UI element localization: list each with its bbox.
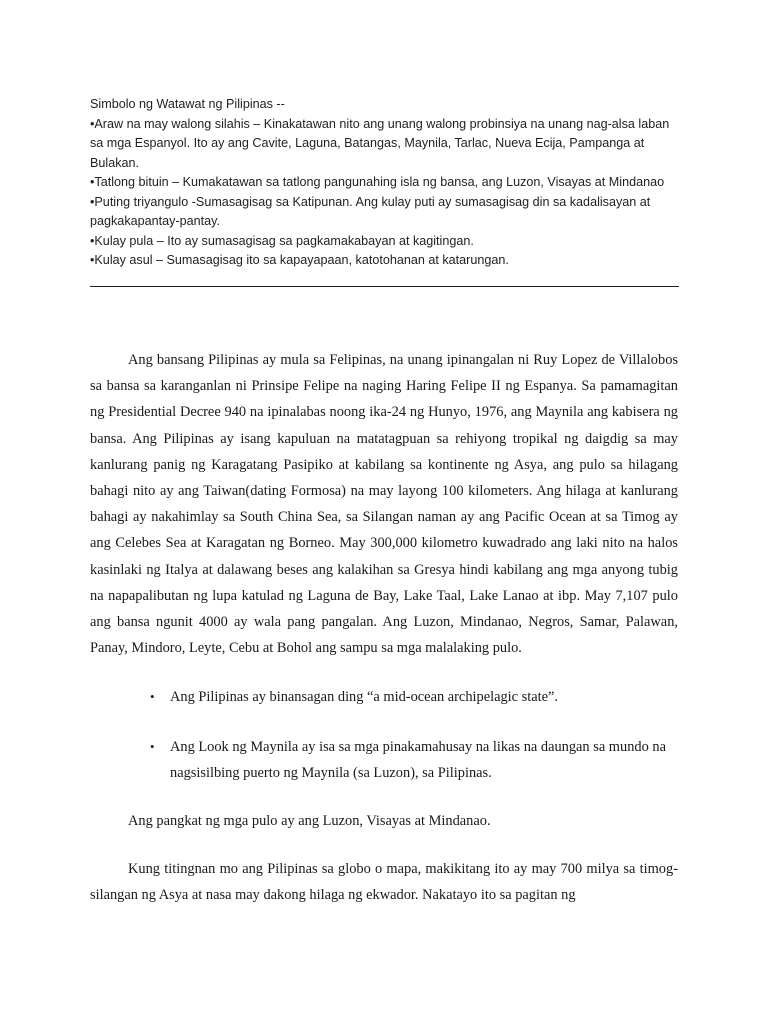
body-text xyxy=(90,347,678,909)
list-item xyxy=(90,684,678,710)
symbol-item-sun: •Araw na may walong silahis – Kinakatawan nito ang unang walong probinsiya na unang nag-alsa laban sa mga Espanyol. Ito ay ang Cavite, Laguna, Batangas, Maynila, Tarlac, Nueva Ecija, Pampanga at Bulakan. xyxy=(90,116,670,170)
symbol-item-triangle: •Puting triyangulo -Sumasagisag sa Katipunan. Ang kulay puti ay sumasagisag din sa kadalisayan at pagkakapantay-pantay. xyxy=(90,194,651,228)
list-item-text: Ang Pilipinas ay binansagan ding “a mid-ocean archipelagic state”. xyxy=(170,689,559,706)
flag-symbols-section xyxy=(90,95,680,271)
symbol-item-blue: •Kulay asul – Sumasagisag ito sa kapayapaan, katotohanan at katarungan. xyxy=(90,253,509,267)
bullet-marker: • xyxy=(150,738,155,754)
paragraph-origin: Ang bansang Pilipinas ay mula sa Felipinas, na unang ipinangalan ni Ruy Lopez de Villalobos sa bansa sa karanganlan ni Prinsipe Felipe na naging Haring Felipe II ng Espanya. Sa pamamagitan ng Presidential Decree 940 na ipinalabas noong ika-24 ng Hunyo, 1976, ang Maynila ang kabisera ng bansa. Ang Pilipinas ay isang kapuluan na matatagpuan sa rehiyong tropikal ng daigdig sa may kanlurang panig ng Karagatang Pasipiko at kabilang sa kontinente ng Asya, ang pulo sa hilagang bahagi nito ay ang Taiwan(dating Formosa) na may layong 100 kilometers. Ang hilaga at kanlurang bahagi ay nakahimlay sa South China Sea, sa Silangan naman ay ang Pacific Ocean at sa Timog ay ang Celebes Sea at Karagatan ng Borneo. May 300,000 kilometro kuwadrado ang laki nito na halos kasinlaki ng Italya at dalawang beses ang kalakihan sa Gresya hindi kabilang ang mga anyong tubig na napapalibutan ng lupa katulad ng Laguna de Bay, Lake Taal, Lake Lanao at ibp. May 7,107 pulo ang bansa ngunit 4000 ay wala pang pangalan. Ang Luzon, Mindanao, Negros, Samar, Palawan, Panay, Mindoro, Leyte, Cebu at Bohol ang sampu sa mga malalaking pulo. xyxy=(90,352,678,657)
paragraph-island-groups: Ang pangkat ng mga pulo ay ang Luzon, Visayas at Mindanao. xyxy=(128,813,491,830)
symbol-item-red: •Kulay pula – Ito ay sumasagisag sa pagkamakabayan at kagitingan. xyxy=(90,233,474,248)
section-heading: Simbolo ng Watawat ng Pilipinas -- xyxy=(90,97,285,111)
bullet-list xyxy=(90,684,678,786)
symbol-item-stars: •Tatlong bituin – Kumakatawan sa tatlong pangunahing isla ng bansa, ang Luzon, Visayas at Mindanao xyxy=(90,175,665,189)
bullet-marker: • xyxy=(150,689,155,705)
paragraph-location: Kung titingnan mo ang Pilipinas sa globo o mapa, makikitang ito ay may 700 milya sa timog-silangan ng Asya at nasa may dakong hilaga ng ekwador. Nakatayo ito sa pagitan ng xyxy=(90,861,678,904)
list-item-text: Ang Look ng Maynila ay isa sa mga pinakamahusay na likas na daungan sa mundo na nagsisilbing puerto ng Maynila (sa Luzon), sa Pilipinas. xyxy=(170,738,666,781)
list-item xyxy=(90,734,678,786)
section-divider xyxy=(90,286,679,287)
